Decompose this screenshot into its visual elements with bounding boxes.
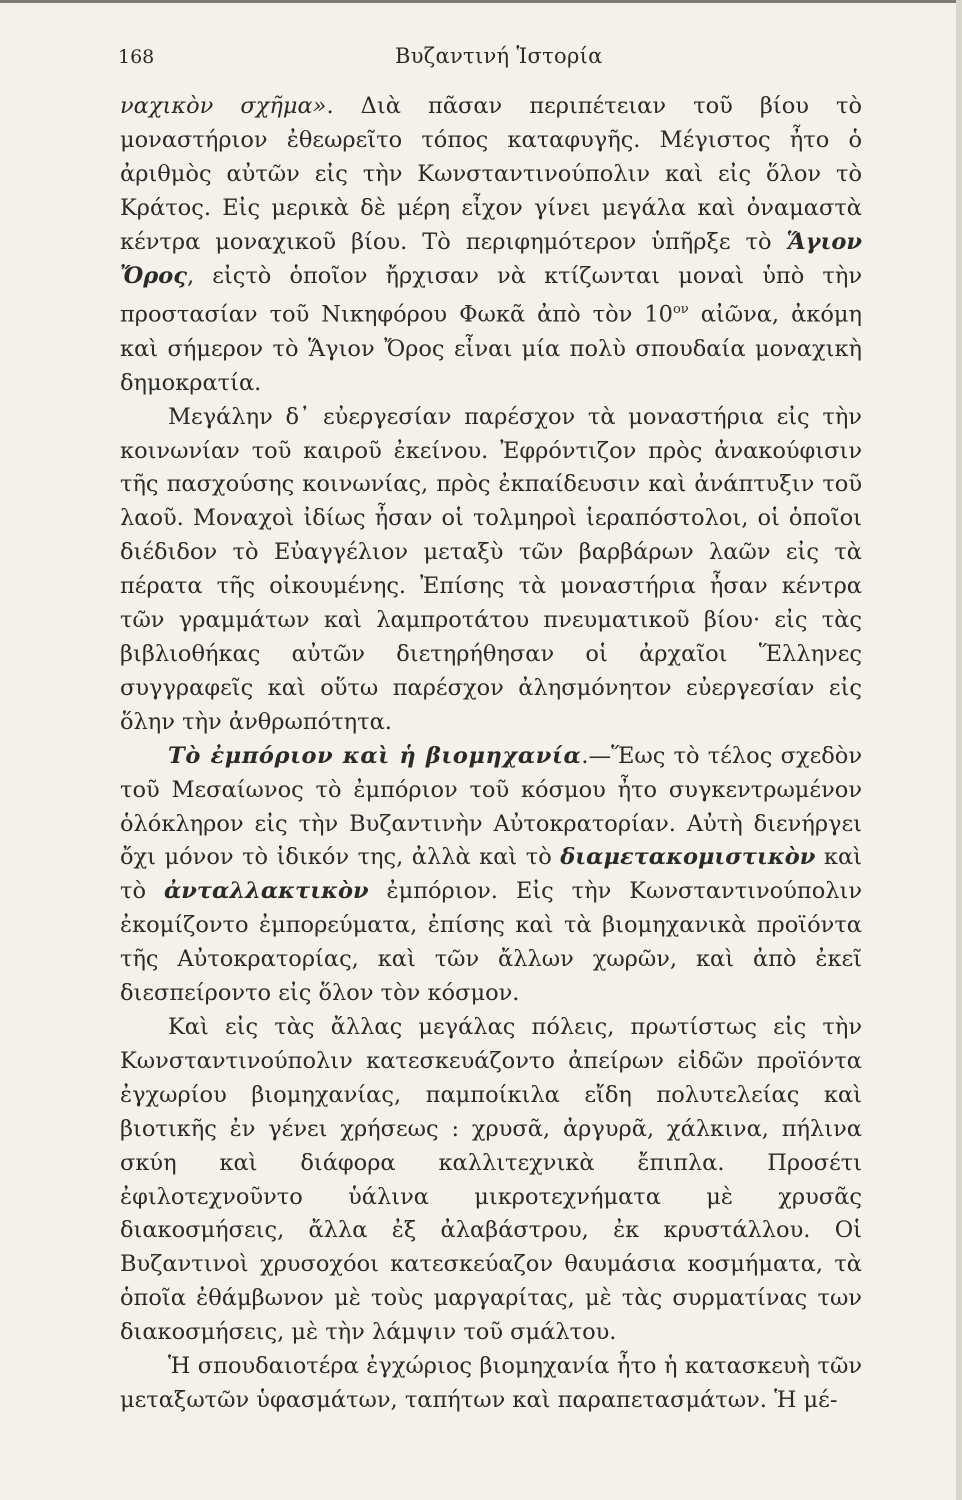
paragraph-monasteries: ναχικὸν σχῆμα». Διὰ πᾶσαν περιπέτειαν τοῦ βίου τὸ μοναστήριον ἐθεωρεῖτο τόπος καταφυγῆς. Μέγιστος ἦτο ὁ ἀριθμὸς αὐτῶν εἰς τὴν Κωνσταντινούπολιν καὶ εἰς ὅλον τὸ Κράτος. Εἰς μερικὰ δὲ μέρη εἶχον γίνει μεγάλα καὶ ὀναμαστὰ κέντρα μοναχικοῦ βίου. Τὸ περιφημότερον ὑπῆρξε τὸ Ἅγιον Ὄρος, εἰςτὸ ὁποῖον ἤρχισαν νὰ κτίζωνται μοναὶ ὑπὸ τὴν προστασίαν τοῦ Νικηφόρου Φωκᾶ ἀπὸ τὸν $10^{o\nu}$ αἰῶνα, ἀκόμη καὶ σήμερον τὸ Ἅγιον Ὄρος εἶναι μία πολὺ σπουδαία μοναχικὴ δημοκρατία. — [120, 93, 863, 396]
term-transit-trade: διαμετακομιστικὸν — [560, 844, 816, 871]
running-head: Βυζαντινή Ἱστορία — [395, 44, 603, 68]
term-agion-oros: Ἅγιον Ὄρος — [120, 228, 862, 289]
page-edge-shadow — [956, 0, 962, 1500]
ordinal-superscript: ον — [672, 302, 689, 318]
paragraph-commerce: Τὸ ἐμπόριον καὶ ἡ βιομηχανία.—Ἕως τὸ τέλος σχεδὸν τοῦ Μεσαίωνος τὸ ἐμπόριον τοῦ κόσμου ἦτο συγκεντρωμένον ὁλόκληρον εἰς τὴν Βυζαντινὴν Αὐτοκρατορίαν. Αὐτὴ διενήργει ὄχι μόνον τὸ ἰδικόν της, ἀλλὰ καὶ τὸ διαμετακομιστικὸν καὶ τὸ ἀνταλλακτικὸν ἐμπόριον. Εἰς τὴν Κωνσταντινούπολιν ἐκομίζοντο ἐμπορεύματα, ἐπίσης καὶ τὰ βιομηχανικὰ προϊόντα τῆς Αὐτοκρατορίας, καὶ τῶν ἄλλων χωρῶν, καὶ ἀπὸ ἐκεῖ διεσπείροντο εἰς ὅλον τὸν κόσμον. — [120, 742, 862, 1007]
text-body — [120, 90, 862, 1418]
section-heading-commerce: Τὸ ἐμπόριον καὶ ἡ βιομηχανία — [168, 742, 582, 769]
page-top-border — [0, 0, 962, 3]
paragraph-benefits: Μεγάλην δ᾿ εὐεργεσίαν παρέσχον τὰ μοναστήρια εἰς τὴν κοινωνίαν τοῦ καιροῦ ἐκείνου. Ἐφρόντιζον πρὸς ἀνακούφισιν τῆς πασχούσης κοινωνίας, πρὸς ἐκπαίδευσιν καὶ ἀνάπτυξιν τοῦ λαοῦ. Μοναχοὶ ἰδίως ἦσαν οἱ τολμηροὶ ἱεραπόστολοι, οἱ ὁποῖοι διέδιδον τὸ Εὐαγγέλιον μεταξὺ τῶν βαρβάρων λαῶν εἰς τὰ πέρατα τῆς οἰκουμένης. Ἐπίσης τὰ μοναστήρια ἦσαν κέντρα τῶν γραμμάτων καὶ λαμπροτάτου πνευματικοῦ βίου· εἰς τὰς βιβλιοθήκας αὐτῶν διετηρήθησαν οἱ ἀρχαῖοι Ἕλληνες συγγραφεῖς καὶ οὕτω παρέσχον ἀλησμόνητον εὐεργεσίαν εἰς ὅλην τὴν ἀνθρωπότητα. — [120, 403, 862, 735]
italic-fragment: ναχικὸν σχῆμα» — [120, 93, 327, 119]
page-number: 168 — [118, 46, 155, 68]
term-exchange-trade: ἀνταλλακτικὸν — [163, 878, 369, 905]
paragraph-silk: Ἡ σπουδαιοτέρα ἐγχώριος βιομηχανία ἦτο ἡ κατασκευὴ τῶν μεταξωτῶν ὑφασμάτων, ταπήτων καὶ παραπετασμάτων. Ἡ μέ- — [120, 1353, 862, 1413]
paragraph-industry: Καὶ εἰς τὰς ἄλλας μεγάλας πόλεις, πρωτίστως εἰς τὴν Κωνσταντινούπολιν κατεσκευάζοντο ἀπείρων εἰδῶν προϊόντα ἐγχωρίου βιομηχανίας, παμποίκιλα εἴδη πολυτελείας καὶ βιοτικῆς ἐν γένει χρήσεως : χρυσᾶ, ἀργυρᾶ, χάλκινα, πήλινα σκύη καὶ διάφορα καλλιτεχνικὰ ἔπιπλα. Προσέτι ἐφιλοτεχνοῦντο ὑάλινα μικροτεχνήματα μὲ χρυσᾶς διακοσμήσεις, ἄλλα ἐξ ἀλαβάστρου, ἐκ κρυστάλλου. Οἱ Βυζαντινοὶ χρυσοχόοι κατεσκεύαζον θαυμάσια κοσμήματα, τὰ ὁποῖα ἐθάμβωνον μὲ τοὺς μαργαρίτας, μὲ τὰς συρματίνας των διακοσμήσεις, μὲ τὴν λάμψιν τοῦ σμάλτου. — [120, 1013, 862, 1346]
